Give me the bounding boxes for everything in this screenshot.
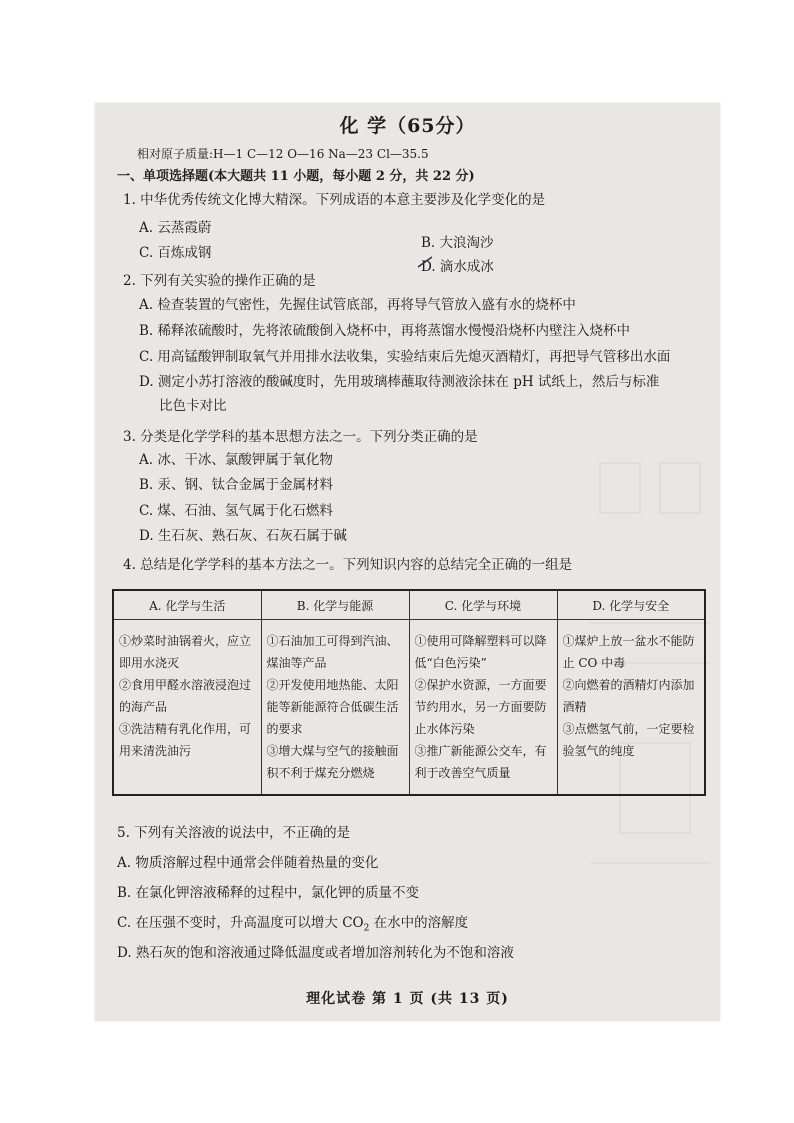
q2-option-b: B. 稀释浓硫酸时，先将浓硫酸倒入烧杯中，再将蒸馏水慢慢沿烧杯内壁注入烧杯中 — [139, 323, 631, 339]
table-header-c: C. 化学与环境 — [409, 590, 557, 620]
q3-stem: 3. 分类是化学学科的基本思想方法之一。下列分类正确的是 — [123, 429, 478, 445]
table-header-row — [113, 590, 705, 620]
list-item: ③推广新能源公交车，有利于改善空气质量 — [414, 744, 547, 780]
page-footer: 理化试卷 第 1 页 (共 13 页) — [306, 991, 509, 1007]
q5-stem: 5. 下列有关溶液的说法中，不正确的是 — [117, 825, 351, 841]
table-row — [113, 620, 705, 796]
q1-option-a: A. 云蒸霞蔚 — [139, 220, 212, 236]
q5-option-b: B. 在氯化钾溶液稀释的过程中，氯化钾的质量不变 — [117, 885, 420, 901]
table-header-d: D. 化学与安全 — [557, 590, 705, 620]
list-item: ①使用可降解塑料可以降低“白色污染” — [414, 634, 547, 670]
list-item: ①炒菜时油锅着火，应立即用水浇灭 — [119, 634, 252, 670]
list-item: ③点燃氢气前，一定要检验氢气的纯度 — [562, 722, 695, 758]
q5-option-d: D. 熟石灰的饱和溶液通过降低温度或者增加溶剂转化为不饱和溶液 — [117, 945, 514, 961]
list-item: ③洗洁精有乳化作用，可用来清洗油污 — [119, 722, 252, 758]
q5-option-c-text: C. 在压强不变时，升高温度可以增大 CO — [117, 915, 364, 931]
list-item: ②保护水资源，一方面要节约用水，另一方面要防止水体污染 — [414, 678, 547, 736]
list-item: ②食用甲醛水溶液浸泡过的海产品 — [119, 678, 252, 714]
list-item: ②开发使用地热能、太阳能等新能源符合低碳生活的要求 — [266, 678, 399, 736]
q2-option-d-cont: 比色卡对比 — [159, 398, 227, 414]
q5-option-c-subscript: 2 — [363, 923, 370, 934]
q3-option-a: A. 冰、干冰、氯酸钾属于氧化物 — [139, 452, 333, 468]
q2-option-a: A. 检查装置的气密性，先握住试管底部，再将导气管放入盛有水的烧杯中 — [139, 297, 576, 313]
q3-option-b: B. 汞、钢、钛合金属于金属材料 — [139, 477, 334, 493]
q1-stem: 1. 中华优秀传统文化博大精深。下列成语的本意主要涉及化学变化的是 — [123, 192, 546, 208]
list-item: ①石油加工可得到汽油、煤油等产品 — [266, 634, 399, 670]
table-cell-d — [557, 620, 705, 796]
q2-option-d: D. 测定小苏打溶液的酸碱度时，先用玻璃棒蘸取待测液涂抹在 pH 试纸上，然后与标准 — [139, 374, 660, 390]
q2-option-c: C. 用高锰酸钾制取氧气并用排水法收集，实验结束后先熄灭酒精灯，再把导气管移出水面 — [139, 349, 671, 365]
q1-option-b: B. 大浪淘沙 — [421, 235, 494, 251]
handwritten-mark — [417, 255, 433, 269]
exam-page — [95, 103, 720, 1021]
table-cell-c — [409, 620, 557, 796]
list-item: ③增大煤与空气的接触面积不利于煤充分燃烧 — [266, 744, 399, 780]
q3-option-d: D. 生石灰、熟石灰、石灰石属于碱 — [139, 528, 347, 544]
table-header-a: A. 化学与生活 — [113, 590, 261, 620]
page-title: 化 学（65分） — [339, 115, 476, 137]
table-header-b: B. 化学与能源 — [261, 590, 409, 620]
q2-stem: 2. 下列有关实验的操作正确的是 — [123, 273, 316, 289]
q5-option-c-text-end: 在水中的溶解度 — [369, 915, 469, 931]
q5-option-a: A. 物质溶解过程中通常会伴随着热量的变化 — [117, 855, 379, 871]
q4-stem: 4. 总结是化学学科的基本方法之一。下列知识内容的总结完全正确的一组是 — [123, 557, 573, 573]
q3-option-c: C. 煤、石油、氢气属于化石燃料 — [139, 503, 333, 519]
list-item: ②向燃着的酒精灯内添加酒精 — [562, 678, 695, 714]
q1-option-c: C. 百炼成钢 — [139, 245, 212, 261]
section-heading: 一、单项选择题(本大题共 11 小题，每小题 2 分，共 22 分) — [117, 169, 475, 184]
bleed-through-ghost — [580, 103, 720, 1021]
q5-option-c — [117, 911, 468, 934]
knowledge-table — [112, 589, 706, 796]
list-item: ①煤炉上放一盆水不能防止 CO 中毒 — [562, 634, 695, 670]
table-cell-a — [113, 620, 261, 796]
atomic-masses: 相对原子质量:H—1 C—12 O—16 Na—23 Cl—35.5 — [137, 147, 429, 161]
table-cell-b — [261, 620, 409, 796]
q1-option-d: D. 滴水成冰 — [421, 259, 494, 275]
